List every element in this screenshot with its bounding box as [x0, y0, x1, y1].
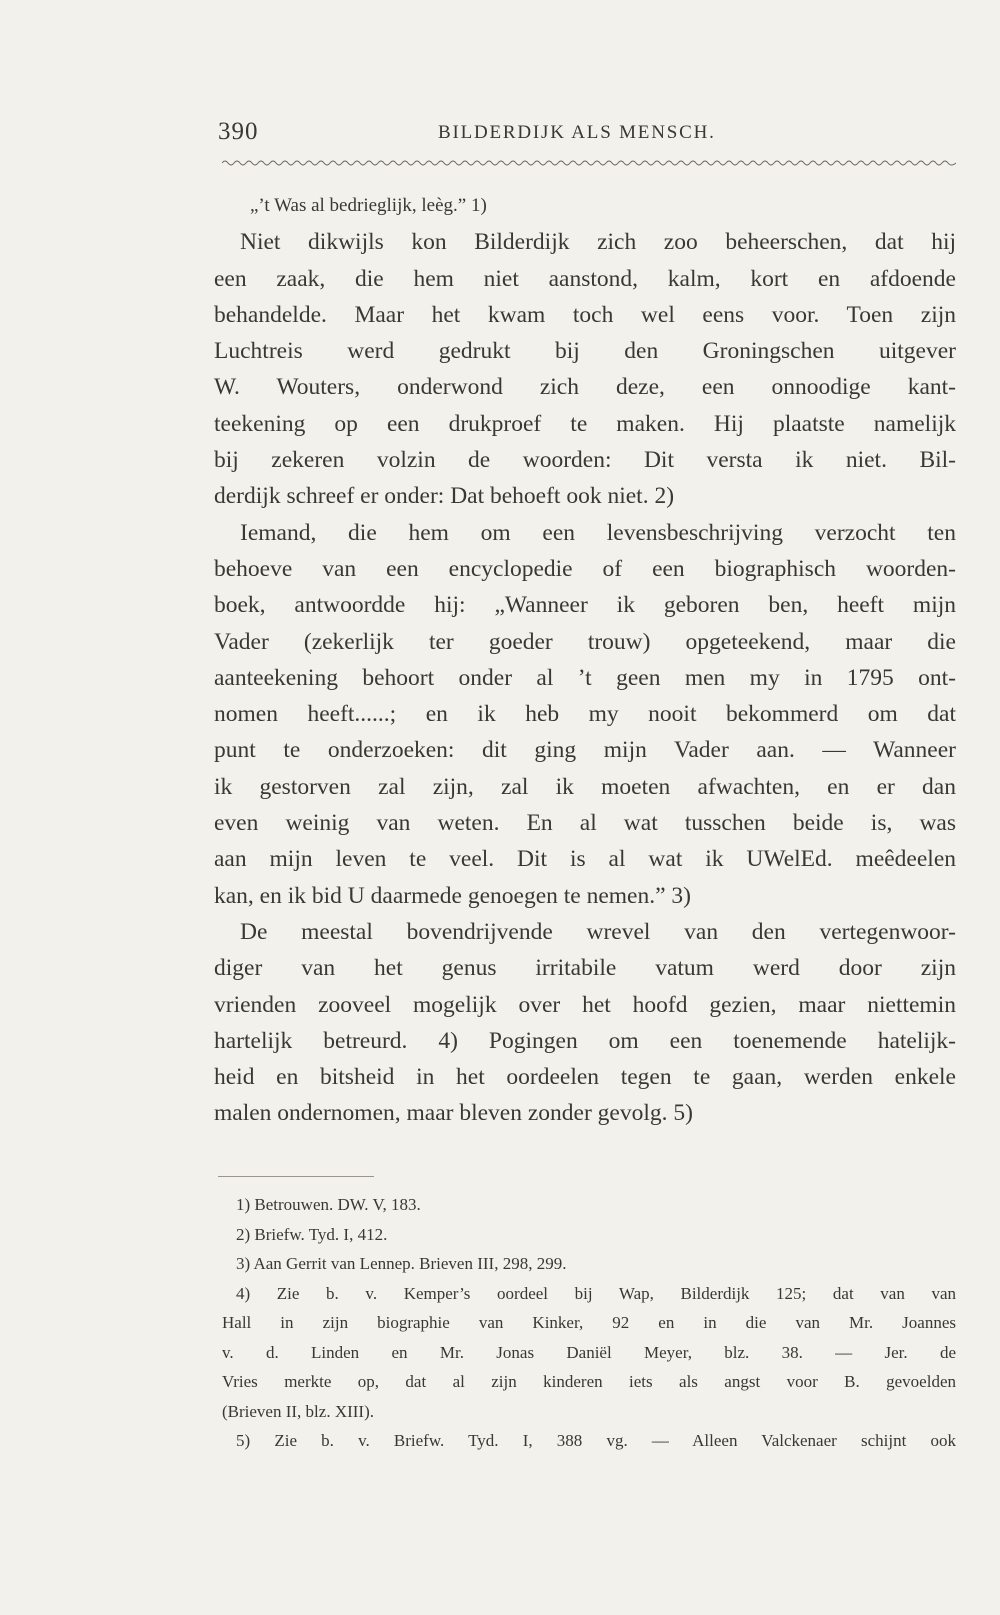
footnote-line: v. d. Linden en Mr. Jonas Daniël Meyer, blz. 38. — Jer. de [222, 1342, 956, 1362]
body-text [214, 188, 956, 1132]
text-line: W. Wouters, onderwond zich deze, een onnoodige kant- [214, 374, 956, 401]
page-number: 390 [218, 118, 259, 145]
wavy-divider [222, 158, 956, 168]
footnote-line: Hall in zijn biographie van Kinker, 92 en in die van Mr. Joannes [222, 1313, 956, 1332]
text-line: heid en bitsheid in het oordeelen tegen te gaan, werden enkele [214, 1064, 956, 1091]
footnote-line: 3) Aan Gerrit van Lennep. Brieven III, 298, 299. [236, 1254, 567, 1273]
text-line: aanteekening behoort onder al ’t geen men my in 1795 ont- [214, 664, 956, 691]
text-line: aan mijn leven te veel. Dit is al wat ik UWelEd. meêdeelen [214, 846, 956, 873]
page-header [218, 118, 956, 152]
text-line: boek, antwoordde hij: „Wanneer ik geboren ben, heeft mijn [214, 592, 956, 619]
footnote-rule [218, 1176, 374, 1177]
text-line: malen ondernomen, maar bleven zonder gevolg. 5) [214, 1100, 693, 1127]
footnotes [222, 1190, 956, 1456]
text-line: Iemand, die hem om een levensbeschrijving verzocht ten [240, 519, 956, 546]
text-line: derdijk schreef er onder: Dat behoeft ook niet. 2) [214, 483, 675, 510]
footnote-line: 4) Zie b. v. Kemper’s oordeel bij Wap, Bilderdijk 125; dat van van [236, 1283, 956, 1303]
text-line: behandelde. Maar het kwam toch wel eens voor. Toen zijn [214, 301, 956, 328]
text-line: Niet dikwijls kon Bilderdijk zich zoo beheerschen, dat hij [240, 229, 956, 256]
text-line: ik gestorven zal zijn, zal ik moeten afwachten, en er dan [214, 773, 956, 800]
footnote-line: 2) Briefw. Tyd. I, 412. [236, 1224, 388, 1244]
text-line: De meestal bovendrijvende wrevel van den vertegenwoor- [240, 918, 956, 945]
text-line: even weinig van weten. En al wat tusschen beide is, was [214, 810, 956, 837]
text-line: punt te onderzoeken: dit ging mijn Vader aan. — Wanneer [214, 737, 956, 764]
text-line: diger van het genus irritabile vatum werd door zijn [214, 955, 956, 982]
running-head: BILDERDIJK ALS MENSCH. [438, 122, 716, 143]
text-line: vrienden zooveel mogelijk over het hoofd gezien, maar niettemin [214, 991, 956, 1018]
text-line: teekening op een drukproef te maken. Hij plaatste namelijk [214, 410, 956, 437]
text-line: een zaak, die hem niet aanstond, kalm, kort en afdoende [214, 265, 956, 292]
text-line: bij zekeren volzin de woorden: Dit versta ik niet. Bil- [214, 447, 956, 474]
footnote-line: 5) Zie b. v. Briefw. Tyd. I, 388 vg. — Alleen Valckenaer schijnt ook [236, 1431, 956, 1450]
text-line: behoeve van een encyclopedie of een biographisch woorden- [214, 555, 956, 582]
footnote-line: Vries merkte op, dat al zijn kinderen iets als angst voor B. gevoelden [222, 1372, 956, 1391]
text-line: nomen heeft......; en ik heb my nooit bekommerd om dat [214, 701, 956, 728]
quote-line: „’t Was al bedrieglijk, leèg.” 1) [250, 195, 487, 216]
text-line: kan, en ik bid U daarmede genoegen te nemen.” 3) [214, 882, 691, 909]
footnote-line: 1) Betrouwen. DW. V, 183. [236, 1195, 421, 1214]
text-line: Luchtreis werd gedrukt bij den Groningschen uitgever [214, 338, 956, 365]
footnote-line: (Brieven II, blz. XIII). [222, 1401, 374, 1421]
text-line: Vader (zekerlijk ter goeder trouw) opgeteekend, maar die [214, 628, 956, 655]
text-line: hartelijk betreurd. 4) Pogingen om een toenemende hatelijk- [214, 1027, 956, 1054]
